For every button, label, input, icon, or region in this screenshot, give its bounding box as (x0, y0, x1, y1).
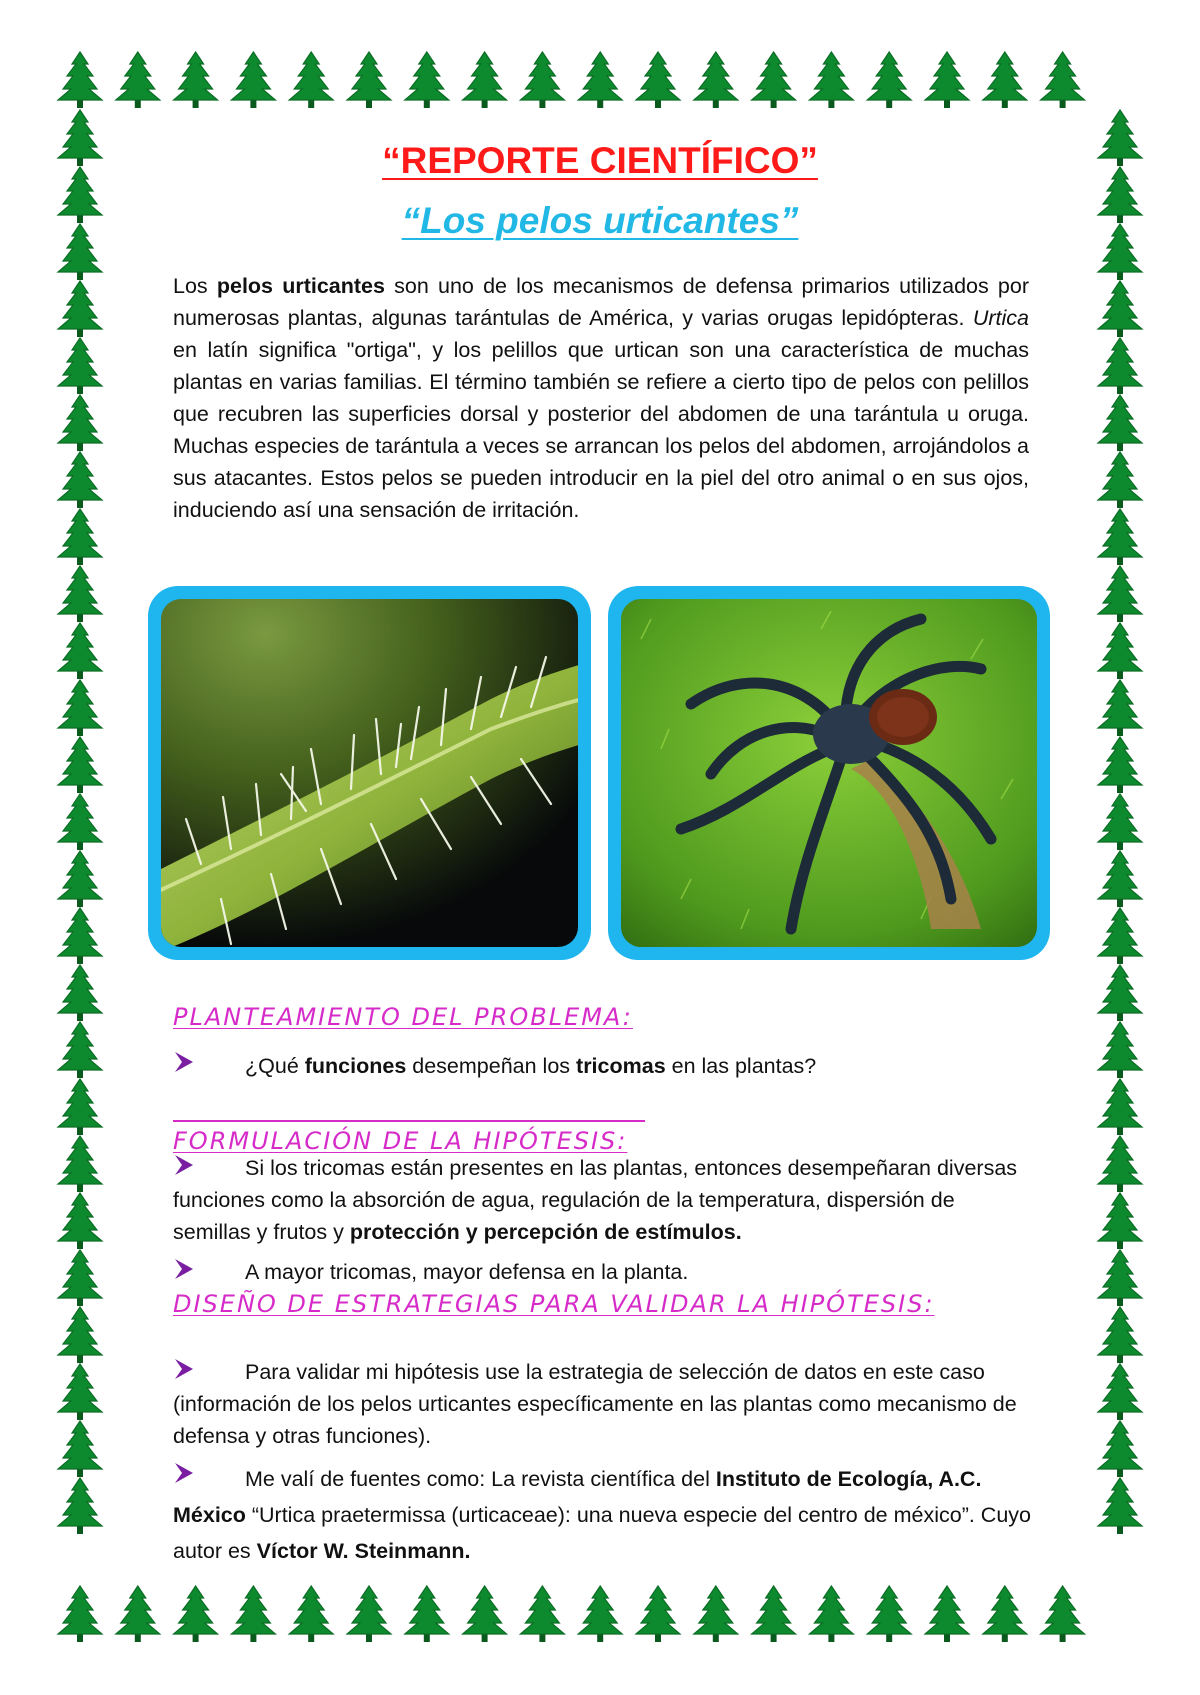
pine-tree-icon (58, 737, 102, 793)
pine-tree-icon (752, 52, 796, 108)
pine-tree-icon (58, 1478, 102, 1534)
pine-tree-icon (58, 1193, 102, 1249)
pine-tree-icon (925, 1586, 969, 1642)
text-segment: Urtica (972, 306, 1029, 330)
pine-tree-icon (1098, 452, 1142, 508)
text-segment: Víctor W. Steinmann. (256, 1539, 471, 1563)
pine-tree-icon (58, 908, 102, 964)
pine-tree-icon (116, 52, 160, 108)
intro-paragraph (173, 270, 1029, 526)
text-segment: Instituto de Ecología, A.C. México (173, 1467, 982, 1527)
pine-tree-icon (1098, 1364, 1142, 1420)
pine-tree-icon (174, 52, 218, 108)
pine-tree-icon (58, 452, 102, 508)
heading-rule (173, 1120, 645, 1122)
pine-tree-icon (1098, 1421, 1142, 1477)
pine-tree-icon (1098, 338, 1142, 394)
text-segment: tricomas (576, 1054, 666, 1078)
pine-tree-icon (58, 1307, 102, 1363)
text-segment: desempeñan los (406, 1054, 577, 1078)
pine-tree-icon (578, 1586, 622, 1642)
pine-tree-icon (520, 52, 564, 108)
pine-tree-icon (983, 52, 1027, 108)
pine-tree-icon (58, 566, 102, 622)
page-title: “REPORTE CIENTÍFICO” (382, 140, 818, 181)
tarantula-photo (608, 586, 1050, 960)
pine-tree-icon (289, 52, 333, 108)
text-segment: pelos urticantes (216, 274, 385, 298)
text-segment: en latín significa "ortiga", y los pelillos que urtican son una característica de muchas plantas en varias familias. El término también se refiere a cierto tipo de pelos con pelillos que recubren las superficies dorsal y posterior del abdomen de una tarántula u oruga. Muchas especies de tarántula a veces se arrancan los pelos del abdomen, arrojándolos a sus atacantes. Estos pelos se pueden introducir en la piel del otro animal o en sus ojos, induciendo así una sensación de irritación. (173, 338, 1029, 522)
pine-tree-icon (925, 52, 969, 108)
pine-tree-icon (1041, 52, 1085, 108)
page-subtitle: “Los pelos urticantes” (401, 200, 799, 241)
pine-tree-icon (1098, 1022, 1142, 1078)
pine-tree-icon (1098, 395, 1142, 451)
problem-bullet-1 (173, 1050, 1033, 1082)
text-segment: Para validar mi hipótesis use la estrategia de selección de datos en este caso (información de los pelos urticantes específicamente en las plantas como mecanismo de defensa y otras funciones). (173, 1360, 1017, 1448)
strategy-bullet-2 (173, 1461, 1033, 1569)
text-segment: funciones (304, 1054, 407, 1078)
pine-tree-icon (1098, 1193, 1142, 1249)
pine-tree-icon (58, 1022, 102, 1078)
pine-tree-icon (1098, 1250, 1142, 1306)
pine-tree-icon (58, 1136, 102, 1192)
pine-tree-icon (405, 1586, 449, 1642)
pine-tree-icon (1098, 965, 1142, 1021)
text-segment: Los (173, 274, 217, 298)
pine-tree-icon (463, 52, 507, 108)
pine-tree-icon (116, 1586, 160, 1642)
text-segment: ¿Qué (245, 1054, 305, 1078)
pine-tree-icon (867, 52, 911, 108)
hypothesis-bullet-2 (173, 1256, 1033, 1288)
pine-tree-icon (58, 680, 102, 736)
pine-tree-icon (231, 1586, 275, 1642)
pine-tree-icon (231, 52, 275, 108)
pine-tree-icon (58, 281, 102, 337)
pine-tree-icon (809, 1586, 853, 1642)
pine-tree-icon (174, 1586, 218, 1642)
pine-tree-icon (347, 1586, 391, 1642)
pine-tree-icon (867, 1586, 911, 1642)
strategy-heading: DISEÑO DE ESTRATEGIAS PARA VALIDAR LA HIPÓTESIS: (173, 1290, 935, 1318)
pine-tree-icon (405, 52, 449, 108)
pine-tree-icon (58, 965, 102, 1021)
pine-tree-icon (752, 1586, 796, 1642)
strategy-bullet-1 (173, 1356, 1033, 1452)
pine-tree-icon (463, 1586, 507, 1642)
pine-tree-icon (1098, 566, 1142, 622)
pine-tree-icon (1098, 1079, 1142, 1135)
text-segment: protección y percepción de estímulos. (349, 1220, 742, 1244)
pine-tree-icon (1098, 1136, 1142, 1192)
text-segment: “Urtica praetermissa (urticaceae): una nueva especie del centro de méxico”. Cuyo autor es (173, 1503, 1031, 1563)
pine-tree-icon (1098, 737, 1142, 793)
pine-tree-icon (983, 1586, 1027, 1642)
pine-tree-icon (58, 1250, 102, 1306)
pine-tree-icon (1098, 281, 1142, 337)
pine-tree-icon (58, 509, 102, 565)
pine-tree-icon (1098, 1478, 1142, 1534)
pine-tree-icon (58, 623, 102, 679)
hypothesis-heading: FORMULACIÓN DE LA HIPÓTESIS: (173, 1127, 628, 1155)
pine-tree-icon (1098, 851, 1142, 907)
pine-tree-icon (347, 52, 391, 108)
pine-tree-icon (694, 1586, 738, 1642)
text-segment: A mayor tricomas, mayor defensa en la planta. (245, 1260, 689, 1284)
pine-tree-icon (578, 52, 622, 108)
pine-tree-icon (1041, 1586, 1085, 1642)
hypothesis-bullet-1 (173, 1152, 1033, 1248)
pine-tree-icon (58, 338, 102, 394)
problem-heading: PLANTEAMIENTO DEL PROBLEMA: (173, 1003, 633, 1031)
nettle-stem-photo (148, 586, 591, 960)
text-segment: son uno de los mecanismos de defensa primarios utilizados por numerosas plantas, algunas tarántulas de América, y varias orugas lepidópteras. (173, 274, 1029, 330)
pine-tree-icon (58, 794, 102, 850)
pine-tree-icon (58, 1079, 102, 1135)
pine-tree-icon (520, 1586, 564, 1642)
pine-tree-icon (1098, 908, 1142, 964)
text-segment: Me valí de fuentes como: La revista científica del (245, 1467, 716, 1491)
pine-tree-icon (58, 395, 102, 451)
pine-tree-icon (58, 1421, 102, 1477)
text-segment: Si los tricomas están presentes en las plantas, entonces desempeñaran diversas funciones como la absorción de agua, regulación de la temperatura, dispersión de semillas y frutos y (173, 1156, 1018, 1244)
pine-tree-icon (809, 52, 853, 108)
pine-tree-icon (694, 52, 738, 108)
text-segment: en las plantas? (665, 1054, 817, 1078)
pine-tree-icon (1098, 1307, 1142, 1363)
pine-tree-icon (1098, 794, 1142, 850)
pine-tree-icon (1098, 680, 1142, 736)
pine-tree-icon (636, 52, 680, 108)
pine-tree-icon (289, 1586, 333, 1642)
pine-tree-icon (1098, 623, 1142, 679)
pine-tree-icon (58, 851, 102, 907)
pine-tree-icon (58, 1586, 102, 1642)
pine-tree-icon (1098, 509, 1142, 565)
pine-tree-icon (636, 1586, 680, 1642)
pine-tree-icon (58, 52, 102, 108)
pine-tree-icon (58, 1364, 102, 1420)
